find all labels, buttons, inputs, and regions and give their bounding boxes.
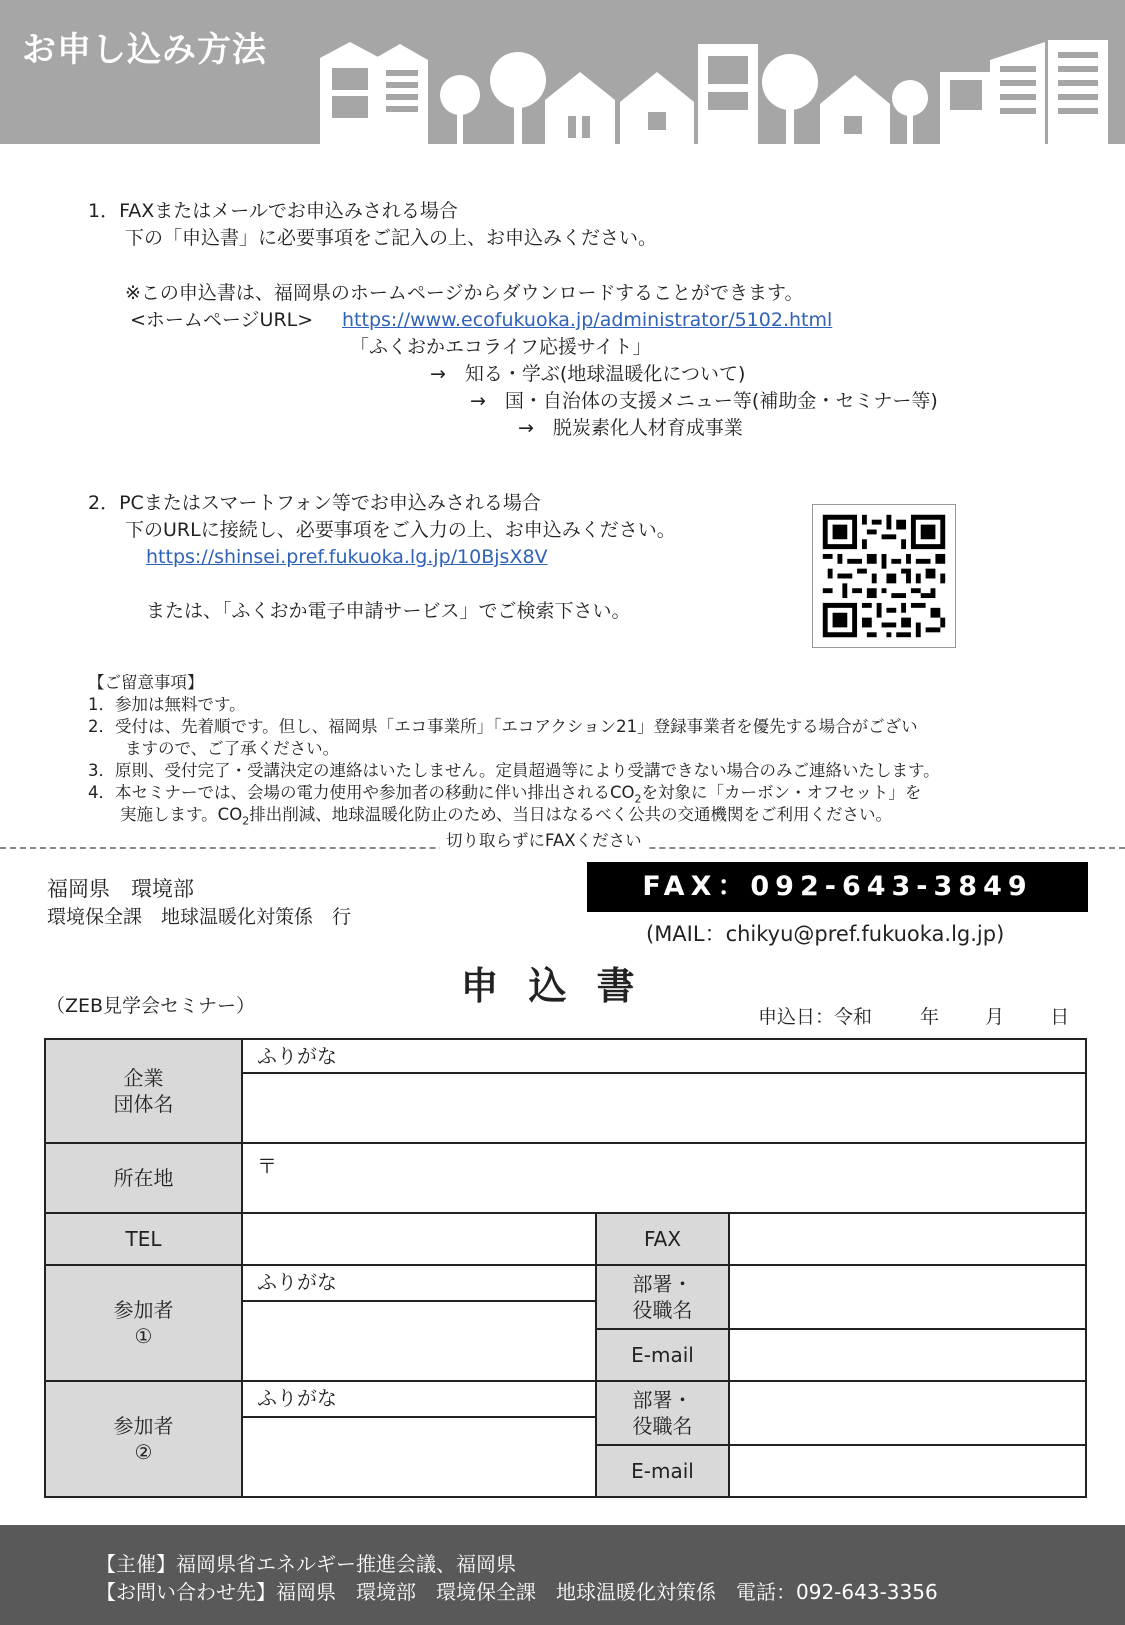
- fax-label: FAX: [596, 1213, 729, 1265]
- note-1: 1．参加は無料です。: [88, 695, 246, 714]
- participant-1-email-field[interactable]: [729, 1329, 1086, 1381]
- participant-2-dept-label: 部署・ 役職名: [596, 1381, 729, 1445]
- mail-address: (MAIL：chikyu@pref.fukuoka.lg.jp): [646, 922, 1005, 946]
- participant-1-name-field[interactable]: [242, 1301, 596, 1381]
- homepage-url-link[interactable]: https://www.ecofukuoka.jp/administrator/5102.html: [342, 309, 833, 331]
- site-nav-step-3: → 脱炭素化人材育成事業: [518, 417, 743, 439]
- site-name: 「ふくおかエコライフ応援サイト」: [350, 336, 652, 358]
- participant-2-name-field[interactable]: [242, 1417, 596, 1497]
- recipient-section: 環境保全課 地球温暖化対策係 行: [47, 906, 352, 928]
- address-label: 所在地: [45, 1143, 242, 1213]
- site-nav-step-1: → 知る・学ぶ(地球温暖化について): [430, 363, 746, 385]
- participant-2-label: 参加者 ②: [45, 1381, 242, 1497]
- date-month-label: 月: [985, 1006, 1005, 1028]
- homepage-url-label: <ホームページURL>: [130, 309, 314, 331]
- tel-label: TEL: [45, 1213, 242, 1265]
- participant-1-furigana-field[interactable]: ふりがな: [242, 1265, 596, 1301]
- fax-field[interactable]: [729, 1213, 1086, 1265]
- method2-heading: 2．PCまたはスマートフォン等でお申込みされる場合: [88, 492, 541, 514]
- tel-field[interactable]: [242, 1213, 596, 1265]
- method2-instruction: 下のURLに接続し、必要事項をご入力の上、お申込みください。: [125, 519, 676, 541]
- participant-1-label: 参加者 ①: [45, 1265, 242, 1381]
- footer: [0, 1525, 1125, 1625]
- method1-heading: 1．FAXまたはメールでお申込みされる場合: [88, 200, 458, 222]
- fax-number-banner: [587, 862, 1088, 912]
- application-url-link[interactable]: https://shinsei.pref.fukuoka.lg.jp/10BjsX8V: [146, 546, 548, 568]
- participant-2-email-field[interactable]: [729, 1445, 1086, 1497]
- date-label: 申込日：令和: [758, 1006, 873, 1028]
- form-subtitle: （ZEB見学会セミナー）: [46, 995, 256, 1017]
- building-icon: [320, 42, 380, 144]
- tree-icon: [490, 52, 546, 108]
- participant-1-dept-label: 部署・ 役職名: [596, 1265, 729, 1329]
- note-2-cont: ますので、ご了承ください。: [125, 739, 340, 758]
- method1-instruction: 下の「申込書」に必要事項をご記入の上、お申込みください。: [125, 227, 658, 249]
- company-label: 企業 団体名: [45, 1039, 242, 1143]
- form-title: 申込書: [460, 964, 665, 1008]
- participant-2-email-label: E-mail: [596, 1445, 729, 1497]
- page-title: お申し込み方法: [22, 30, 267, 70]
- address-field[interactable]: 〒: [242, 1143, 1086, 1213]
- building-icon: [990, 42, 1045, 144]
- application-date: [758, 1004, 1069, 1031]
- participant-1-dept-field[interactable]: [729, 1265, 1086, 1329]
- recipient-department: 福岡県 環境部: [47, 877, 194, 901]
- date-day-label: 日: [1050, 1006, 1070, 1028]
- method1-download-note: ※この申込書は、福岡県のホームページからダウンロードすることができます。: [125, 282, 804, 304]
- cut-line-label: 切り取らずにFAXください: [440, 830, 648, 852]
- company-furigana-field[interactable]: ふりがな: [242, 1039, 1086, 1073]
- note-4-cont: 実施します。$CO_2$排出削減、地球温暖化防止のため、当日はなるべく公共の交通機関をご利用ください。: [120, 805, 893, 828]
- application-form-table: [44, 1038, 1087, 1498]
- qr-code[interactable]: [812, 504, 956, 648]
- house-icon: [620, 72, 694, 144]
- participant-1-email-label: E-mail: [596, 1329, 729, 1381]
- town-skyline-illustration: [300, 0, 1125, 144]
- participant-2-dept-field[interactable]: [729, 1381, 1086, 1445]
- participant-2-furigana-field[interactable]: ふりがな: [242, 1381, 596, 1417]
- date-year-label: 年: [920, 1006, 940, 1028]
- site-nav-step-2: → 国・自治体の支援メニュー等(補助金・セミナー等): [470, 390, 938, 412]
- fax-number: FAX：092-643-3849: [642, 871, 1033, 902]
- note-4: 4．本セミナーでは、会場の電力使用や参加者の移動に伴い排出される$CO_2$を対象に「カーボン・オフセット」を: [88, 783, 922, 806]
- notes-title: 【ご留意事項】: [88, 673, 204, 692]
- search-instruction: または、「ふくおか電子申請サービス」でご検索下さい。: [146, 600, 631, 622]
- header-banner: [0, 0, 1125, 144]
- footer-contact: 【お問い合わせ先】福岡県 環境部 環境保全課 地球温暖化対策係 電話：092-643-3356: [96, 1580, 938, 1604]
- note-3: 3．原則、受付完了・受講決定の連絡はいたしません。定員超過等により受講できない場合のみご連絡いたします。: [88, 761, 940, 780]
- company-name-field[interactable]: [242, 1073, 1086, 1143]
- house-icon: [545, 72, 615, 144]
- qr-code-icon: [813, 505, 955, 647]
- note-2: 2．受付は、先着順です。但し、福岡県「エコ事業所」「エコアクション21」登録事業者を優先する場合がござい: [88, 717, 918, 736]
- footer-host: 【主催】福岡県省エネルギー推進会議、福岡県: [96, 1552, 516, 1576]
